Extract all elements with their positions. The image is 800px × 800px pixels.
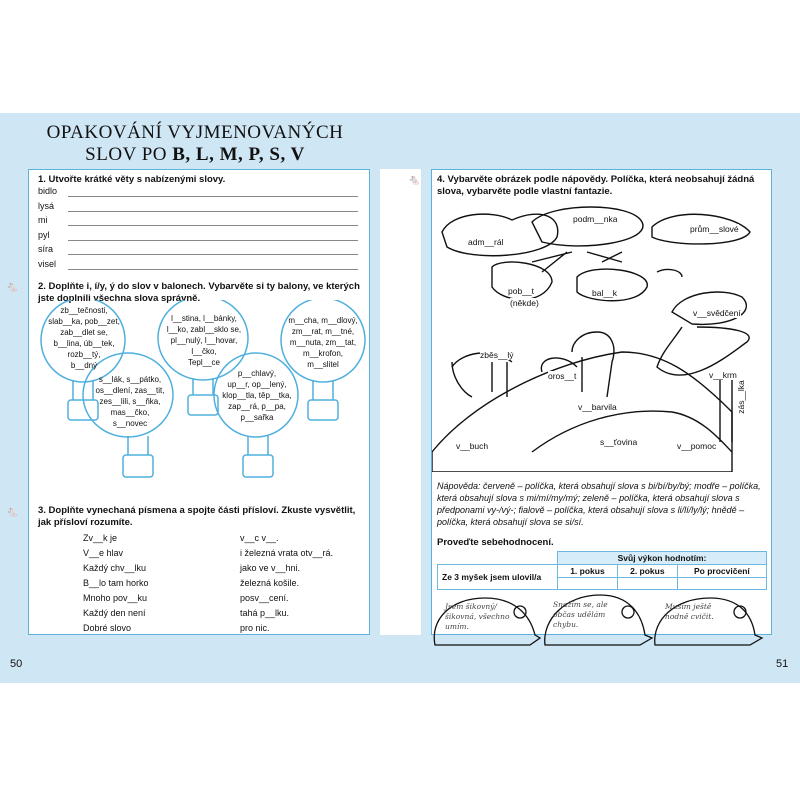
balloon-word[interactable]: b__dný [70, 361, 98, 370]
eval-col-2: 2. pokus [617, 565, 677, 578]
answer-line[interactable] [68, 211, 358, 212]
proverb-part[interactable]: Dobré slovo [83, 623, 132, 633]
balloon-word[interactable]: slab__ka, pob__zet, [48, 317, 120, 326]
ex1-word: síra [38, 244, 54, 254]
ex1-word: mi [38, 215, 48, 225]
ex1-word: bidlo [38, 186, 58, 196]
mouse-icon-2: 🐁 [6, 507, 19, 518]
balloon-word[interactable]: zap__rá, p__pa, [228, 402, 286, 411]
balloon-word[interactable]: m__nuta, zm__tat, [289, 338, 357, 347]
proverb-part[interactable]: B__lo tam horko [83, 578, 149, 588]
scene-word[interactable]: oros__t [548, 371, 577, 381]
scene-word[interactable]: adm__rál [468, 237, 504, 247]
ex1-line-3[interactable] [38, 230, 358, 240]
balloon-word[interactable]: s__lák, s__pátko, [98, 375, 162, 384]
page-number-left: 50 [10, 658, 23, 670]
scene-word[interactable]: v__buch [456, 441, 489, 451]
balloon-word[interactable]: m__slitel [307, 360, 339, 369]
mouse-text-3: Musím ještě hodně cvičit. [665, 602, 714, 621]
ex1-title: 1. Utvořte krátké věty s nabízenými slovy. [38, 174, 226, 185]
balloon-2 [158, 313, 250, 368]
proverb-part[interactable]: posv__cení. [240, 593, 289, 603]
proverb-part[interactable]: pro nic. [240, 623, 270, 633]
ex1-word: pyl [38, 229, 50, 240]
ex2-title: 2. Doplňte i, í/y, ý do slov v balonech. Vybarvěte si ty balony, ve kterých jste doplnili všechna slova správně. [38, 281, 360, 304]
eval-col-1: 1. pokus [558, 565, 618, 578]
mouse-text-2: Snažím se, ale občas udělám chybu. [553, 600, 608, 629]
balloon-word[interactable]: klop__tla, těp__tka, [222, 391, 292, 400]
scene-word[interactable]: bal__k [592, 288, 618, 298]
ex1-line-4[interactable] [38, 244, 358, 254]
eval-row-label: Ze 3 myšek jsem ulovil/a [438, 565, 558, 590]
gutter [380, 169, 421, 635]
scene-word[interactable]: pob__t [508, 286, 534, 296]
scene-word[interactable]: v__pomoc [677, 441, 717, 451]
answer-line[interactable] [68, 225, 358, 226]
proverb-part[interactable]: Každý chv__lku [83, 563, 147, 573]
answer-line[interactable] [68, 254, 358, 255]
balloon-word[interactable]: l__čko, [191, 347, 217, 356]
scene-word[interactable]: s__ťovina [600, 437, 638, 447]
balloon-word[interactable]: Tepl__ce [187, 358, 221, 367]
balloon-word[interactable]: os__dlení, zas__tit, [95, 386, 165, 395]
page-number-right: 51 [776, 658, 789, 670]
balloon-4 [84, 374, 176, 429]
self-eval-table [437, 551, 767, 590]
balloon-word[interactable]: p__sařka [240, 413, 274, 422]
answer-line[interactable] [68, 240, 358, 241]
proverb-part[interactable]: železná košile. [240, 578, 300, 588]
ex1-word: visel [38, 258, 57, 269]
proverb-part[interactable]: Každý den není [83, 608, 146, 618]
scene-word[interactable]: v__krm [709, 370, 737, 380]
balloon-word[interactable]: zm__rat, m__tné, [291, 327, 355, 336]
proverb-part[interactable]: v__c v__. [240, 533, 279, 543]
eval-empty-cell [438, 552, 558, 565]
eval-col-3: Po procvičení [677, 565, 766, 578]
answer-line[interactable] [68, 269, 358, 270]
balloon-word[interactable]: rozb__tý, [67, 350, 101, 359]
eval-header: Svůj výkon hodnotím: [558, 552, 767, 565]
color-hint: Nápověda: červeně – políčka, která obsahují slova s bi/bí/by/bý; modře – políčka, která obsahují slova s mi/mí/my/mý; zeleně – políčka, která obsahují slova s předponami vy-/vý-; fialově – políčka, která obsahují slova s li/lí/ly/lý; hnědě – políčka, která obsahují slova se si/sí. [437, 481, 761, 527]
scene-word[interactable]: (někde) [510, 298, 539, 308]
scene-word[interactable]: v__svědčení [693, 308, 741, 318]
balloon-word[interactable]: pl__nulý, l__hovar, [170, 336, 238, 345]
balloon-word[interactable]: m__cha, m__dlový, [288, 316, 358, 325]
title-letters: B, L, M, P, S, V [172, 144, 305, 165]
eval-cell-1[interactable] [558, 578, 618, 590]
mouse-icon-3: 🐁 [408, 175, 421, 186]
balloon-word[interactable]: mas__čko, [110, 408, 150, 417]
balloon-word[interactable]: zb__tečnosti, [60, 306, 108, 315]
proverb-part[interactable]: tahá p__lku. [240, 608, 290, 618]
scene-word[interactable]: prům__slové [690, 224, 739, 234]
ex3-title: 3. Doplňte vynechaná písmena a spojte části přísloví. Zkuste vysvětlit, jak přísloví rozumíte. [38, 505, 356, 528]
proverb-part[interactable]: jako ve v__hni. [240, 563, 301, 573]
eval-cell-2[interactable] [617, 578, 677, 590]
balloon-word[interactable]: b__lina, úb__tek, [53, 339, 115, 348]
balloon-word[interactable]: s__novec [112, 419, 148, 428]
balloon-word[interactable]: zes__lili, s__ňka, [99, 397, 161, 406]
ex4-title: 4. Vybarvěte obrázek podle nápovědy. Políčka, která neobsahují žádná slova, vybarvěte podle vlastní fantazie. [437, 174, 755, 197]
scene-word[interactable]: zběs__lý [480, 350, 514, 360]
proverb-part[interactable]: Mnoho pov__ku [83, 593, 148, 603]
balloon-1 [40, 305, 128, 371]
title-line-1: OPAKOVÁNÍ VYJMENOVANÝCH [46, 122, 344, 143]
balloon-word[interactable]: l__ko, zabl__sklo se, [166, 325, 242, 334]
ex1-line-2[interactable] [38, 215, 358, 225]
balloon-5 [214, 368, 300, 423]
balloon-word[interactable]: m__krofon, [302, 349, 344, 358]
ex1-word: lysá [38, 200, 55, 211]
mouse-text-1: Jsem šikovný/šikovná, všechno umím. [445, 602, 510, 631]
answer-line[interactable] [68, 196, 358, 197]
proverb-part[interactable]: Zv__k je [83, 533, 118, 543]
ex1-line-1[interactable] [38, 201, 358, 211]
eval-cell-3[interactable] [677, 578, 766, 590]
scene-word[interactable]: v__barvila [578, 402, 617, 412]
balloon-word[interactable]: up__r, op__lený, [227, 380, 287, 389]
balloon-word[interactable]: p__chlavý, [237, 369, 277, 378]
proverb-part[interactable]: i železná vrata otv__rá. [240, 548, 334, 558]
self-eval-title: Proveďte sebehodnocení. [437, 537, 554, 548]
scene-word[interactable]: zás__lka [735, 380, 746, 414]
balloon-word[interactable]: zab__dlet se, [60, 328, 108, 337]
mouse-icon: 🐁 [6, 282, 19, 293]
title-line-2-prefix: SLOV PO [85, 144, 173, 165]
balloon-word[interactable]: l__stina, l__bánky, [171, 314, 237, 323]
title-line-2 [0, 144, 390, 166]
proverb-part[interactable]: V__e hlav [83, 548, 124, 558]
page-title [0, 122, 390, 166]
scene-word[interactable]: podm__nka [573, 214, 618, 224]
ex1-line-0[interactable] [38, 186, 358, 196]
ex1-line-5[interactable] [38, 259, 358, 269]
balloon-3 [280, 315, 366, 370]
